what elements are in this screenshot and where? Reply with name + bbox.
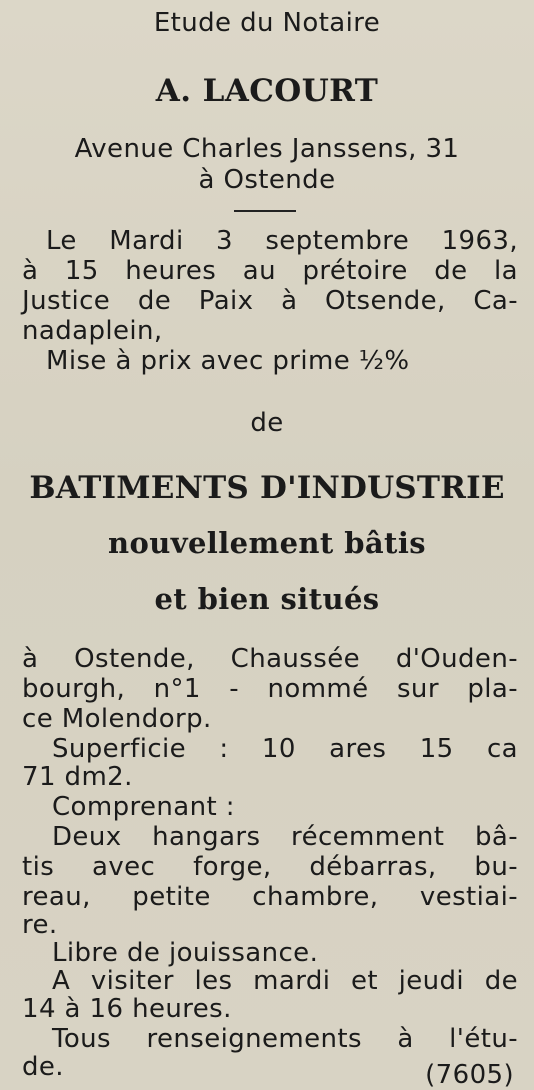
property-subtitle-2: et bien situés <box>154 582 380 616</box>
study-heading: Etude du Notaire <box>153 8 381 38</box>
sale-time: à 15 heures au prétoire de la <box>22 256 518 286</box>
connector-de: de <box>250 408 284 438</box>
notary-city: à Ostende <box>198 165 336 195</box>
property-location-3: ce Molendorp. <box>22 704 212 734</box>
occupancy: Libre de jouissance. <box>52 938 319 968</box>
property-location: à Ostende, Chaussée d'Ouden- <box>22 644 518 674</box>
sale-place-end: nadaplein, <box>22 316 163 346</box>
sale-place: Justice de Paix à Otsende, Ca- <box>22 286 518 316</box>
buildings-desc-2: tis avec forge, débarras, bu- <box>22 852 518 882</box>
notary-address: Avenue Charles Janssens, 31 <box>74 134 460 164</box>
property-location-2: bourgh, n°1 - nommé sur pla- <box>22 674 518 704</box>
notary-name: A. LACOURT <box>155 73 379 109</box>
reference-number: (7605) <box>425 1060 514 1090</box>
info-line-2: de. <box>22 1052 64 1082</box>
property-subtitle-1: nouvellement bâtis <box>107 526 426 560</box>
visiting-hours-2: 14 à 16 heures. <box>22 994 232 1024</box>
property-area: Superficie : 10 ares 15 ca <box>52 734 518 764</box>
sale-price-terms: Mise à prix avec prime ½% <box>46 346 410 376</box>
buildings-desc-3: reau, petite chambre, vestiai- <box>22 882 518 912</box>
info-line: Tous renseignements à l'étu- <box>52 1024 518 1054</box>
buildings-desc: Deux hangars récemment bâ- <box>52 822 518 852</box>
separator-rule <box>234 210 296 212</box>
sale-date: Le Mardi 3 septembre 1963, <box>46 226 518 256</box>
property-title: BATIMENTS D'INDUSTRIE <box>29 470 505 506</box>
visiting-hours: A visiter les mardi et jeudi de <box>52 966 518 996</box>
buildings-desc-4: re. <box>22 910 58 940</box>
property-area-2: 71 dm2. <box>22 762 133 792</box>
comprising-label: Comprenant : <box>52 792 235 822</box>
